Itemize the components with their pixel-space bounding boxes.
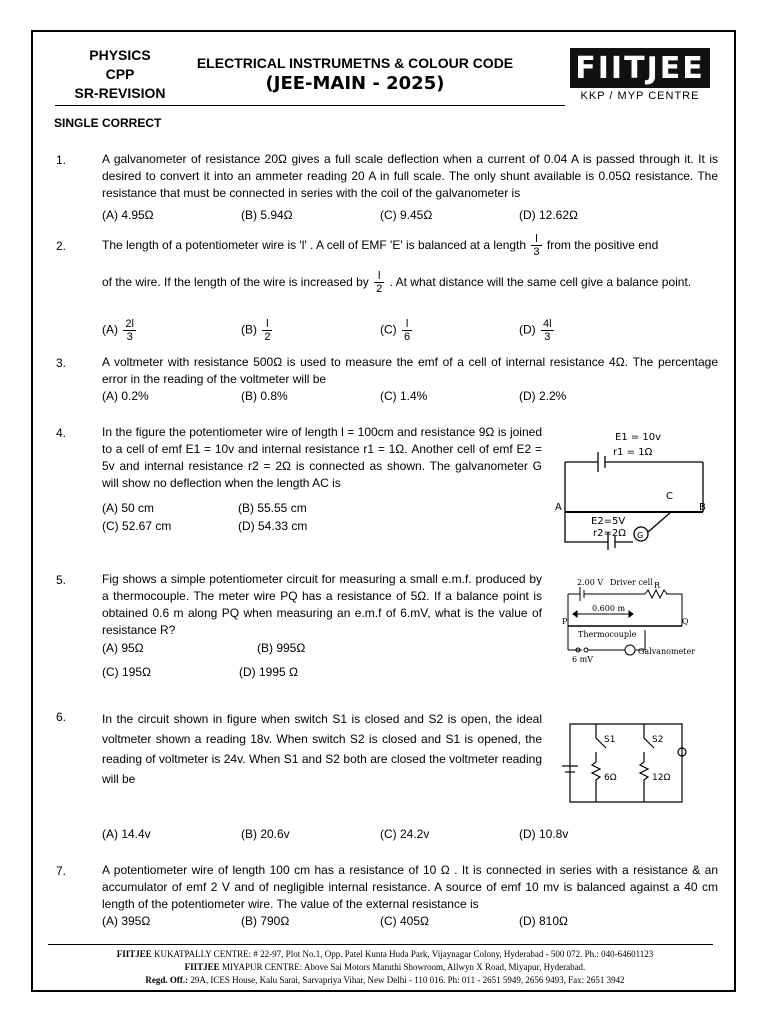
- footer-text: MIYAPUR CENTRE: Above Sai Motors Maruthi Showroom, Allwyn X Road, Miyapur, Hyderabad.: [221, 962, 586, 972]
- question-text: Fig shows a simple potentiometer circuit for measuring a small e.m.f. produced by a thermocouple. The meter wire PQ has a resistance of 5Ω. If a balance point is obtained 0.6 m along PQ when measuring an e.m.f of 6.mV, what is the value of resistance R?: [102, 572, 542, 637]
- fig-label: S1: [604, 735, 616, 745]
- fig-label: r1 = 1Ω: [613, 447, 653, 458]
- option: (C) 1.4%: [380, 389, 428, 403]
- page-title: ELECTRICAL INSTRUMETNS & COLOUR CODE: [196, 55, 514, 71]
- question-text: A voltmeter with resistance 500Ω is used to measure the emf of a cell of internal resistance 4Ω. The percentage error in the reading of the voltmeter will be: [102, 355, 718, 386]
- fraction: [262, 318, 272, 343]
- option: (D) 10.8v: [519, 827, 569, 841]
- question-text-part: The length of a potentiometer wire is 'l' . A cell of EMF 'E' is balanced at a length: [102, 238, 527, 252]
- question-number: 1.: [56, 153, 67, 167]
- option: (B) 995Ω: [257, 641, 306, 655]
- question-text: In the figure the potentiometer wire of length l = 100cm and resistance 9Ω is joined to a cell of emf E1 = 10v and internal resistance r1 = 1Ω. Another cell of emf E2 = 5v and internal resistance r2 = 2Ω is connected as shown. The galvanometer G will show no deflection when the length AC is: [102, 425, 542, 490]
- footer-divider: [48, 944, 713, 945]
- logo-text: FIITJEE: [575, 50, 705, 86]
- denominator: 6: [404, 331, 411, 343]
- question-text: A galvanometer of resistance 20Ω gives a full scale deflection when a current of 0.04 A is passed through it. It is desired to convert it into an ammeter reading 20 A in full scale. The only shunt available is 0.05Ω resistance. The resistance that must be connected in series with the coil of the galvanometer is: [102, 152, 718, 200]
- denominator: 3: [544, 331, 551, 343]
- option-label: (C): [380, 322, 397, 337]
- numerator: l: [262, 318, 272, 331]
- option: (A) 395Ω: [102, 914, 151, 928]
- subject-line: CPP: [105, 66, 135, 82]
- options-row: [102, 318, 722, 350]
- fig-label: Galvanometer: [638, 647, 696, 656]
- fraction: [374, 270, 384, 295]
- option: (B) 55.55 cm: [238, 501, 307, 515]
- fraction: [531, 233, 541, 258]
- option: (C) 9.45Ω: [380, 208, 433, 222]
- page-subtitle: (JEE-MAIN - 2025): [265, 73, 445, 94]
- question-number: 3.: [56, 356, 67, 370]
- footer-line-2: [40, 961, 730, 973]
- fig-label: Q: [682, 617, 689, 626]
- fig-label: r2=2Ω: [593, 528, 626, 539]
- numerator: l: [531, 233, 541, 246]
- q5-circuit-figure: [560, 574, 718, 666]
- footer-text: 29A, ICES House, Kalu Sarai, Sarvapriya Vihar, New Delhi - 110 016. Ph: 011 - 2651 5949, 2656 9493, Fax: 2651 3942: [190, 975, 625, 985]
- fiitjee-logo: [570, 48, 710, 88]
- fraction: [541, 318, 554, 343]
- footer-line-3: [40, 974, 730, 986]
- question-text: [102, 231, 718, 259]
- q6-circuit-figure: [556, 718, 696, 808]
- question-text: A potentiometer wire of length 100 cm has a resistance of 10 Ω . It is connected in series with a resistance & an accumulator of emf 2 V and of negligible internal resistance. A source of emf 10 mv is balanced against a 40 cm length of the potentiometer wire. The value of the external resistance is: [102, 863, 718, 911]
- footer-brand: FIITJEE: [116, 949, 152, 959]
- denominator: 3: [126, 331, 133, 343]
- fig-label: G: [637, 531, 644, 540]
- option: (D) 54.33 cm: [238, 519, 308, 533]
- denominator: 3: [533, 246, 540, 259]
- section-heading: SINGLE CORRECT: [54, 116, 162, 130]
- question-text: [102, 268, 718, 296]
- footer-label: Regd. Off.:: [145, 975, 189, 985]
- question-text-part: from the positive end: [546, 238, 659, 252]
- fig-label: R: [654, 581, 661, 590]
- option: (A) 95Ω: [102, 641, 144, 655]
- subject-block: [60, 46, 180, 103]
- question-number: 7.: [56, 864, 67, 878]
- question-text-part: . At what distance will the same cell give a balance point.: [389, 275, 692, 289]
- question-number: 2.: [56, 239, 67, 253]
- option: (A) 50 cm: [102, 501, 155, 515]
- fig-label: 0.600 m: [592, 604, 626, 613]
- numerator: 2l: [125, 318, 134, 330]
- fig-label: A: [555, 502, 562, 513]
- option: (D) 12.62Ω: [519, 208, 578, 222]
- fig-label: Thermocouple: [578, 630, 637, 639]
- option: (D) 1995 Ω: [239, 665, 298, 679]
- option: (A) 4.95Ω: [102, 208, 154, 222]
- fraction: [402, 318, 412, 343]
- option-label: (B): [241, 322, 257, 337]
- question-text-part: of the wire. If the length of the wire is increased by: [102, 275, 369, 289]
- fig-label: 6Ω: [604, 773, 617, 783]
- numerator: l: [402, 318, 412, 331]
- fig-label: P: [562, 617, 568, 626]
- option-label: (A): [102, 322, 118, 337]
- numerator: 4l: [543, 318, 552, 330]
- fraction: [123, 318, 136, 343]
- q4-circuit-figure: [553, 422, 713, 550]
- footer-text: KUKATPALLY CENTRE: # 22-97, Plot No.1, Opp. Patel Kunta Huda Park, Vijaynagar Colony, Hyderabad - 500 072. Ph.: 040-64601123: [154, 949, 654, 959]
- numerator: l: [374, 270, 384, 283]
- option: (B) 20.6v: [241, 827, 290, 841]
- fig-label: E1 = 10v: [615, 432, 662, 443]
- fig-label: 12Ω: [652, 773, 671, 783]
- option: (B) 5.94Ω: [241, 208, 293, 222]
- title-block: [180, 54, 530, 96]
- question-number: 4.: [56, 426, 67, 440]
- option: (A) 14.4v: [102, 827, 151, 841]
- option: (C) 24.2v: [380, 827, 430, 841]
- fig-label: E2=5V: [591, 516, 626, 527]
- subject-line: SR-REVISION: [74, 85, 166, 101]
- fig-label: 2.00 V: [577, 578, 604, 587]
- option: (B) 0.8%: [241, 389, 288, 403]
- option: (C) 52.67 cm: [102, 519, 172, 533]
- fig-label: B: [699, 502, 706, 513]
- option: [241, 318, 274, 343]
- fig-label: C: [666, 491, 673, 502]
- option-label: (D): [519, 322, 536, 337]
- option: (D) 810Ω: [519, 914, 568, 928]
- question-text: In the circuit shown in figure when switch S1 is closed and S2 is open, the ideal voltmeter shown a reading 18v. When switch S2 is closed and S1 is opened, the reading of voltmeter is 24v. When S1 and S2 both are closed the voltmeter reading will be: [102, 712, 542, 786]
- option: [519, 318, 556, 343]
- option: (B) 790Ω: [241, 914, 290, 928]
- footer-line-1: [40, 948, 730, 960]
- option: [380, 318, 414, 343]
- question-number: 5.: [56, 573, 67, 587]
- fig-label: S2: [652, 735, 664, 745]
- option: [102, 318, 138, 343]
- header-divider: [55, 105, 565, 106]
- fig-label: 6 mV: [572, 655, 593, 664]
- logo-subtitle: KKP / MYP CENTRE: [580, 90, 700, 102]
- footer-brand: FIITJEE: [184, 962, 220, 972]
- option: (C) 195Ω: [102, 665, 151, 679]
- option: (A) 0.2%: [102, 389, 149, 403]
- question-number: 6.: [56, 710, 67, 724]
- denominator: 2: [376, 283, 383, 296]
- subject-line: PHYSICS: [89, 47, 151, 63]
- option: (D) 2.2%: [519, 389, 567, 403]
- fig-label: Driver cell: [610, 578, 653, 587]
- denominator: 2: [264, 331, 271, 343]
- option: (C) 405Ω: [380, 914, 429, 928]
